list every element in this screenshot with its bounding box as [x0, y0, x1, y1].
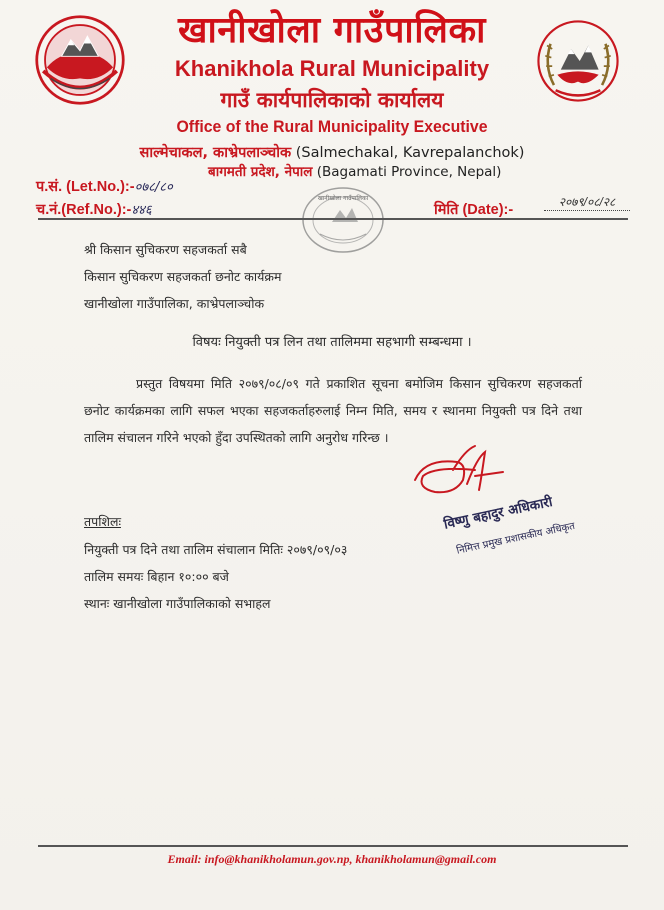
date-field — [434, 195, 616, 219]
municipality-name-en: Khanikhola Rural Municipality — [174, 56, 490, 81]
footer-email: Email: info@khanikholamun.gov.np, khanikholamun@gmail.com — [167, 852, 497, 866]
signatory-title: निमित्त प्रमुख प्रशासकीय अधिकृत — [455, 520, 576, 557]
signature-icon — [405, 440, 515, 508]
date-label: मिति (Date):- — [434, 202, 514, 218]
address-np: साल्मेचाकल, काभ्रेपलाञ्चोक — [139, 145, 292, 161]
letter-number-value: ०७८/८० — [134, 180, 173, 195]
details-line-3: स्थानः खानीखोला गाउँपालिकाको सभाहल — [84, 596, 271, 611]
office-name-en: Office of the Rural Municipality Executive — [176, 117, 488, 136]
reference-number — [36, 199, 152, 219]
address-line — [0, 142, 664, 162]
signatory-name: विष्णु बहादुर अधिकारी — [442, 493, 554, 533]
body-paragraph: प्रस्तुत विषयमा मिति २०७९/०८/०९ गते प्रकाशित सूचना बमोजिम किसान सुचिकरण सहजकर्ता छनोट कार्यक्रमका लागि सफल भएका सहजकर्ताहरुलाई निम्न मिति, समय र स्थानमा नियुक्ती पत्र दिने तथा तालिम संचालन गरिने भएको हुँदा उपस्थितको लागि अनुरोध गरिन्छ । — [84, 376, 582, 445]
reference-number-label: च.नं.(Ref.No.):- — [36, 202, 132, 218]
letter-number-label: प.सं. (Let.No.):- — [36, 179, 135, 195]
office-seal-icon — [298, 184, 388, 256]
recipient-line-1: श्री किसान सुचिकरण सहजकर्ता सबै — [84, 242, 247, 257]
recipient-block — [84, 236, 281, 317]
header-divider — [38, 218, 628, 220]
municipality-name-np: खानीखोला गाउँपालिका — [178, 10, 486, 51]
details-title: तपशिलः — [84, 514, 121, 529]
letter-number — [36, 176, 173, 196]
recipient-line-2: किसान सुचिकरण सहजकर्ता छनोट कार्यक्रम — [84, 269, 282, 284]
province-en: (Bagamati Province, Nepal) — [316, 164, 502, 180]
reference-number-value: ४४६ — [131, 203, 152, 218]
office-name-np: गाउँ कार्यपालिकाको कार्यालय — [220, 88, 444, 112]
details-line-1: नियुक्ती पत्र दिने तथा तालिम संचालान मितिः २०७९/०९/०३ — [84, 542, 348, 557]
seal-text: खानीखोला गाउँपालिका — [317, 195, 369, 202]
address-en: (Salmechakal, Kavrepalanchok) — [295, 145, 525, 161]
subject-line: विषयः नियुक्ती पत्र लिन तथा तालिममा सहभागी सम्बन्धमा । — [192, 335, 472, 350]
province-np: बागमती प्रदेश, नेपाल — [208, 164, 313, 180]
date-value: २०७९/०८/२८ — [544, 193, 630, 211]
province-line — [208, 162, 501, 180]
details-block — [84, 536, 347, 617]
details-line-2: तालिम समयः बिहान १०:०० बजे — [84, 569, 229, 584]
footer-divider — [38, 845, 628, 847]
recipient-line-3: खानीखोला गाउँपालिका, काभ्रेपलाञ्चोक — [84, 296, 265, 311]
